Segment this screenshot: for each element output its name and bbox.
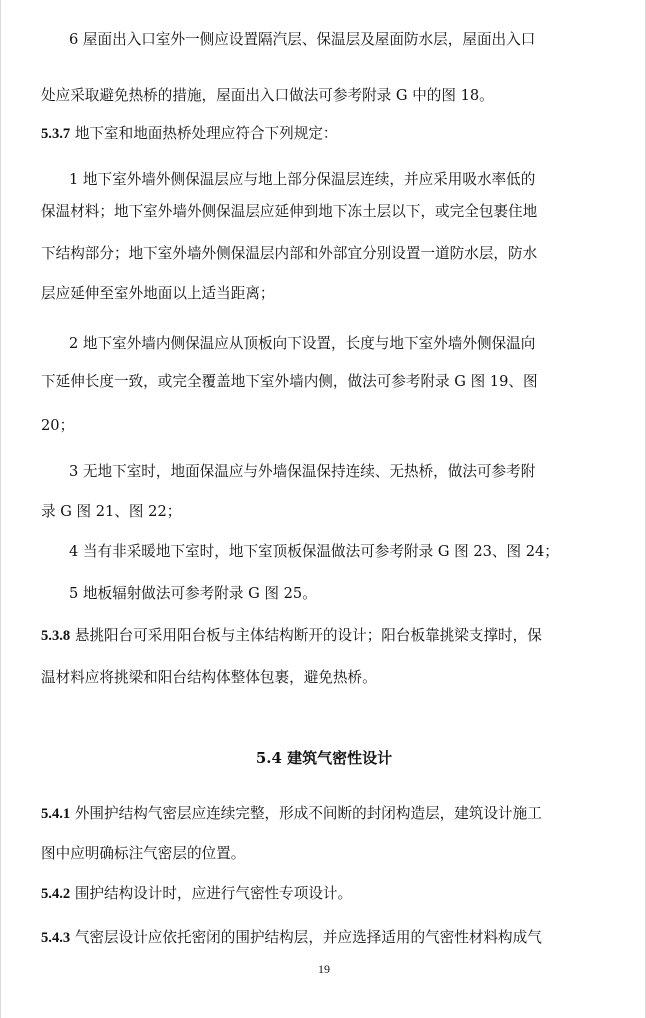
clause-number: 5.3.7 (41, 126, 71, 142)
paragraph-line: 1 地下室外墙外侧保温层应与地上部分保温层连续，并应采用吸水率低的 (69, 171, 536, 188)
paragraph-line: 处应采取避免热桥的措施，屋面出入口做法可参考附录 G 中的图 18。 (41, 87, 494, 104)
clause-number: 5.4.2 (41, 886, 71, 902)
clause-5-3-8: 5.3.8 悬挑阳台可采用阳台板与主体结构断开的设计；阳台板靠挑梁支撑时，保 (41, 627, 542, 644)
paragraph-line: 温材料应将挑梁和阳台结构体整体包裹，避免热桥。 (41, 669, 377, 686)
paragraph-line: 下结构部分；地下室外墙外侧保温层内部和外部宜分别设置一道防水层，防水 (41, 245, 538, 262)
clause-number: 5.4.1 (41, 806, 71, 822)
section-heading: 5.4 建筑气密性设计 (255, 749, 393, 767)
paragraph-line: 下延伸长度一致，或完全覆盖地下室外墙内侧，做法可参考附录 G 图 19、图 (41, 373, 538, 390)
paragraph-line: 6 屋面出入口室外一侧应设置隔汽层、保温层及屋面防水层，屋面出入口 (69, 31, 536, 48)
paragraph-line: 4 当有非采暖地下室时，地下室顶板保温做法可参考附录 G 图 23、图 24； (69, 543, 559, 560)
paragraph-line: 保温材料；地下室外墙外侧保温层应延伸到地下冻土层以下，或完全包裹住地 (41, 203, 538, 220)
paragraph-line: 录 G 图 21、图 22； (41, 503, 182, 520)
paragraph-line: 5 地板辐射做法可参考附录 G 图 25。 (69, 585, 317, 602)
paragraph-line: 图中应明确标注气密层的位置。 (41, 845, 246, 862)
clause-5-4-2: 5.4.2 围护结构设计时，应进行气密性专项设计。 (41, 885, 353, 902)
page-number: 19 (318, 962, 330, 976)
clause-5-3-7: 5.3.7 地下室和地面热桥处理应符合下列规定： (41, 125, 338, 142)
clause-5-4-3: 5.4.3 气密层设计应依托密闭的围护结构层，并应选择适用的气密性材料构成气 (41, 929, 542, 946)
clause-number: 5.4.3 (41, 930, 71, 946)
clause-number: 5.3.8 (41, 628, 71, 644)
paragraph-line: 3 无地下室时，地面保温应与外墙保温保持连续、无热桥，做法可参考附 (69, 463, 536, 480)
paragraph-line: 2 地下室外墙内侧保温应从顶板向下设置，长度与地下室外墙外侧保温向 (69, 335, 536, 352)
clause-5-4-1: 5.4.1 外围护结构气密层应连续完整，形成不间断的封闭构造层，建筑设计施工 (41, 805, 542, 822)
paragraph-line: 层应延伸至室外地面以上适当距离； (41, 285, 275, 302)
paragraph-line: 20； (41, 417, 75, 434)
